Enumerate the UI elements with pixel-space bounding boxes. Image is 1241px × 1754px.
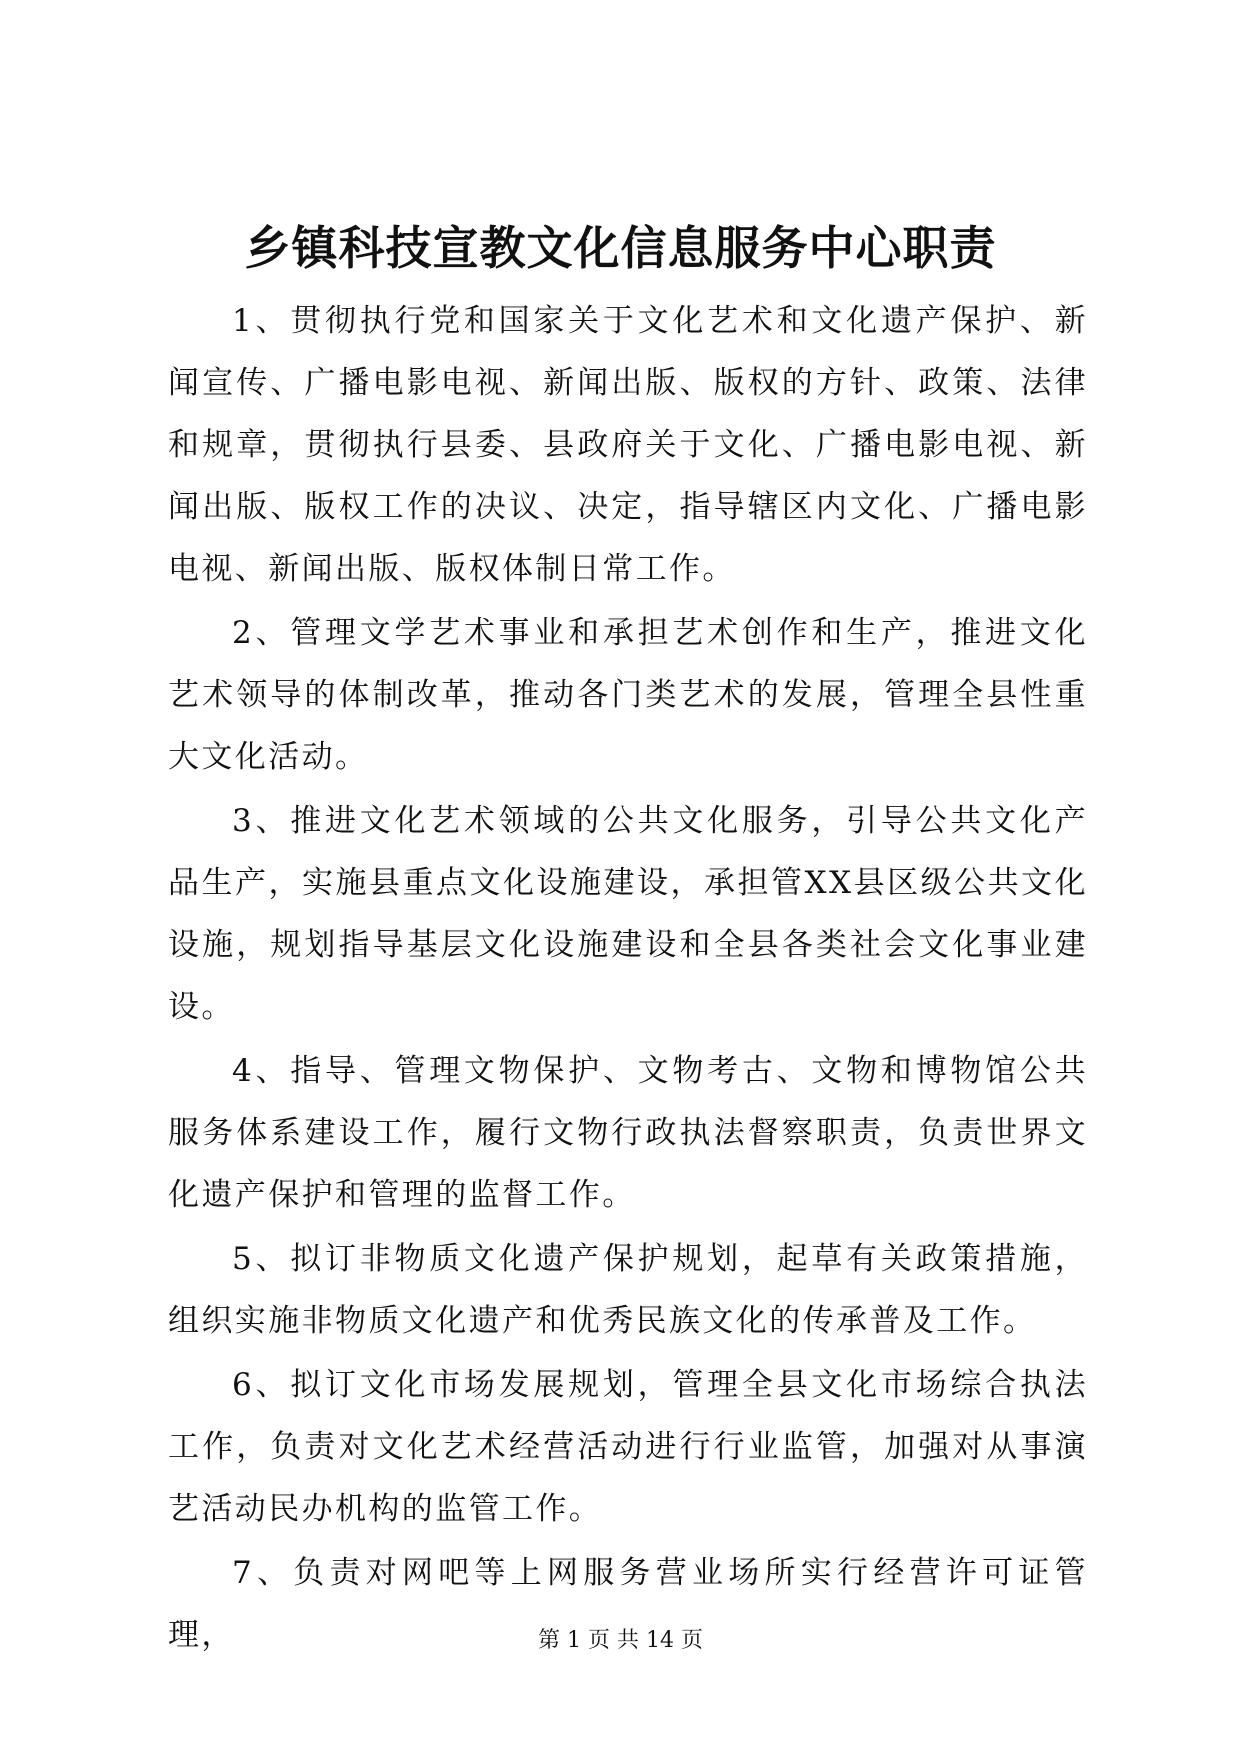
paragraph-2: 2、管理文学艺术事业和承担艺术创作和生产，推进文化艺术领导的体制改革，推动各门类艺术的发展，管理全县性重大文化活动。 — [168, 615, 1088, 775]
paragraph-4: 4、指导、管理文物保护、文物考古、文物和博物馆公共服务体系建设工作，履行文物行政执法督察职责，负责世界文化遗产保护和管理的监督工作。 — [168, 1053, 1088, 1213]
page-number-footer: 第 1 页 共 14 页 — [538, 1628, 703, 1653]
paragraph-3: 3、推进文化艺术领域的公共文化服务，引导公共文化产品生产，实施县重点文化设施建设，承担管XX县区级公共文化设施，规划指导基层文化设施建设和全县各类社会文化事业建设。 — [168, 803, 1088, 1025]
paragraph-5: 5、拟订非物质文化遗产保护规划，起草有关政策措施，组织实施非物质文化遗产和优秀民族文化的传承普及工作。 — [168, 1241, 1088, 1339]
document-title: 乡镇科技宣教文化信息服务中心职责 — [244, 221, 997, 275]
document-body — [168, 290, 1088, 1666]
paragraph-7: 7、负责对网吧等上网服务营业场所实行经营许可证管理， — [168, 1555, 1088, 1653]
paragraph-1: 1、贯彻执行党和国家关于文化艺术和文化遗产保护、新闻宣传、广播电影电视、新闻出版、版权的方针、政策、法律和规章，贯彻执行县委、县政府关于文化、广播电影电视、新闻出版、版权工作的决议、决定，指导辖区内文化、广播电影电视、新闻出版、版权体制日常工作。 — [168, 303, 1088, 587]
paragraph-6: 6、拟订文化市场发展规划，管理全县文化市场综合执法工作，负责对文化艺术经营活动进行行业监管，加强对从事演艺活动民办机构的监管工作。 — [168, 1367, 1088, 1527]
